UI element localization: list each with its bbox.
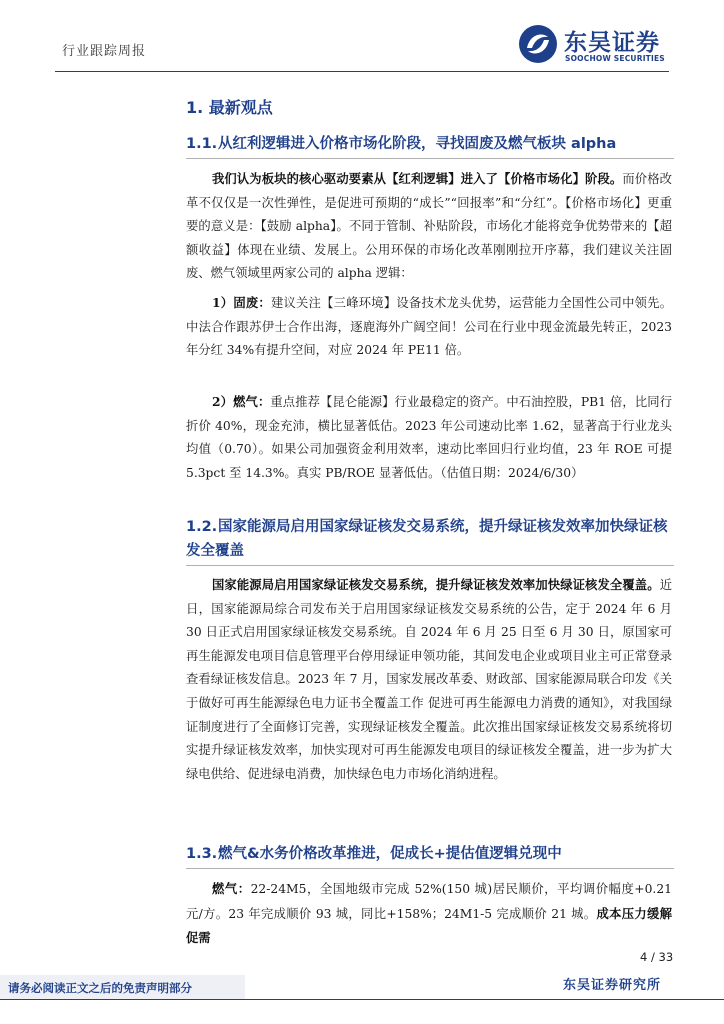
- section-1-2-number: 1.2.: [186, 519, 218, 535]
- section-1-3-p1-body: 22-24M5，全国地级市完成 52%(150 城)居民顺价，平均调价幅度+0.21 元/方。23 年完成顺价 93 城，同比+158%；24M1-5 完成顺价 21 城。: [186, 882, 672, 921]
- section-1-2-p1-body: 近日，国家能源局综合司发布关于启用国家绿证核发交易系统的公告，定于 2024 年 6 月 30 日正式启用国家绿证核发交易系统。自 2024 年 6 月 25 日至 6 月 30 日，原国家可再生能源发电项目信息管理平台停用绿证申领功能，其间发电企业或项目业主可正常登录查看绿证核发信息。2023 年 7 月，国家发展改革委、财政部、国家能源局联合印发《关于做好可再生能源绿色电力证书全覆盖工作 促进可再生能源电力消费的通知》，对我国绿证制度进行了全面修订完善，实现绿证核发全覆盖。此次推出国家绿证核发交易系统将切实提升绿证核发效率，加快实现对可再生能源发电项目的绿证核发全覆盖，进一步为扩大绿电供给、促进绿电消费，加快绿色电力市场化消纳进程。: [186, 578, 672, 781]
- section-1-2-heading: [186, 515, 676, 563]
- section-1-1-p1-lead: 我们认为板块的核心驱动要素从【红利逻辑】进入了【价格市场化】阶段。: [212, 171, 623, 186]
- section-1-2-title-line-2: 发全覆盖: [186, 543, 244, 559]
- section-1-3-divider: [186, 868, 674, 869]
- soochow-logo-icon: [518, 24, 558, 64]
- report-type-label: 行业跟踪周报: [62, 44, 147, 59]
- section-1-2-paragraph-1: [186, 573, 672, 786]
- section-1-3-heading: [186, 842, 676, 866]
- section-1-1-p3-body: 重点推荐【昆仑能源】行业最稳定的资产。中石油控股，PB1 倍，比同行折价 40%，现金充沛，横比显著低估。2023 年公司速动比率 1.62，显著高于行业龙头均值（0.70）。如果公司加强资金利用效率，速动比率回归行业均值，23 年 ROE 可提 5.3pct 至 14.3%。真实 PB/ROE 显著低估。（估值日期：2024/6/30）: [186, 395, 672, 480]
- logo-text-cn: 东吴证券: [564, 30, 660, 56]
- page-number: 4 / 33: [640, 950, 674, 964]
- section-1-1-heading: [186, 132, 676, 156]
- section-1-title: 1. 最新观点: [186, 98, 273, 117]
- institute-name: 东吴证券研究所: [563, 978, 662, 993]
- section-1-1-paragraph-1: [186, 167, 672, 286]
- section-1-2-title-line-1: 国家能源局启用国家绿证核发交易系统，提升绿证核发效率加快绿证核: [218, 519, 668, 535]
- section-1-3-paragraph-1: [186, 877, 672, 951]
- section-1-1-p2-lead: 1）固废：: [212, 295, 271, 310]
- section-1-1-title: 从红利逻辑进入价格市场化阶段，寻找固废及燃气板块 alpha: [218, 136, 617, 152]
- section-1-1-paragraph-3: [186, 390, 672, 485]
- section-1-2-divider: [186, 565, 674, 566]
- footer-divider: [0, 999, 724, 1000]
- section-1-3-p1-tail: 成本压力缓解促需: [186, 905, 672, 946]
- section-1-3-title: 燃气&水务价格改革推进，促成长+提估值逻辑兑现中: [218, 846, 562, 862]
- section-1-1-number: 1.1.: [186, 136, 218, 152]
- section-1-1-p3-lead: 2）燃气：: [212, 394, 271, 409]
- header-divider: [55, 71, 669, 72]
- section-1-1-divider: [186, 158, 674, 159]
- disclaimer-note: 请务必阅读正文之后的免责声明部分: [8, 981, 192, 995]
- section-1-1-p1-body: 而价格改革不仅仅是一次性弹性，是促进可预期的“成长”“回报率”和“分红”。【价格市场化】更重要的意义是：【鼓励 alpha】。不同于管制、补贴阶段，市场化才能将竞争优势带来的【超额收益】体现在业绩、发展上。公用环保的市场化改革刚刚拉开序幕，我们建议关注固废、燃气领域里两家公司的 alpha 逻辑：: [186, 172, 672, 281]
- section-1-1-p2-body: 建议关注【三峰环境】设备技术龙头优势，运营能力全国性公司中领先。中法合作跟苏伊士合作出海，逐鹿海外广阔空间！公司在行业中现金流最先转正，2023 年分红 34%有提升空间，对应 2024 年 PE11 倍。: [186, 296, 672, 358]
- section-1-2-p1-lead: 国家能源局启用国家绿证核发交易系统，提升绿证核发效率加快绿证核发全覆盖。: [212, 577, 660, 592]
- logo-text-en: SOOCHOW SECURITIES: [565, 54, 665, 63]
- section-1-3-number: 1.3.: [186, 846, 218, 862]
- soochow-logo: [518, 22, 688, 68]
- section-1-3-p1-lead: 燃气：: [212, 881, 251, 896]
- section-1-1-paragraph-2: [186, 291, 672, 363]
